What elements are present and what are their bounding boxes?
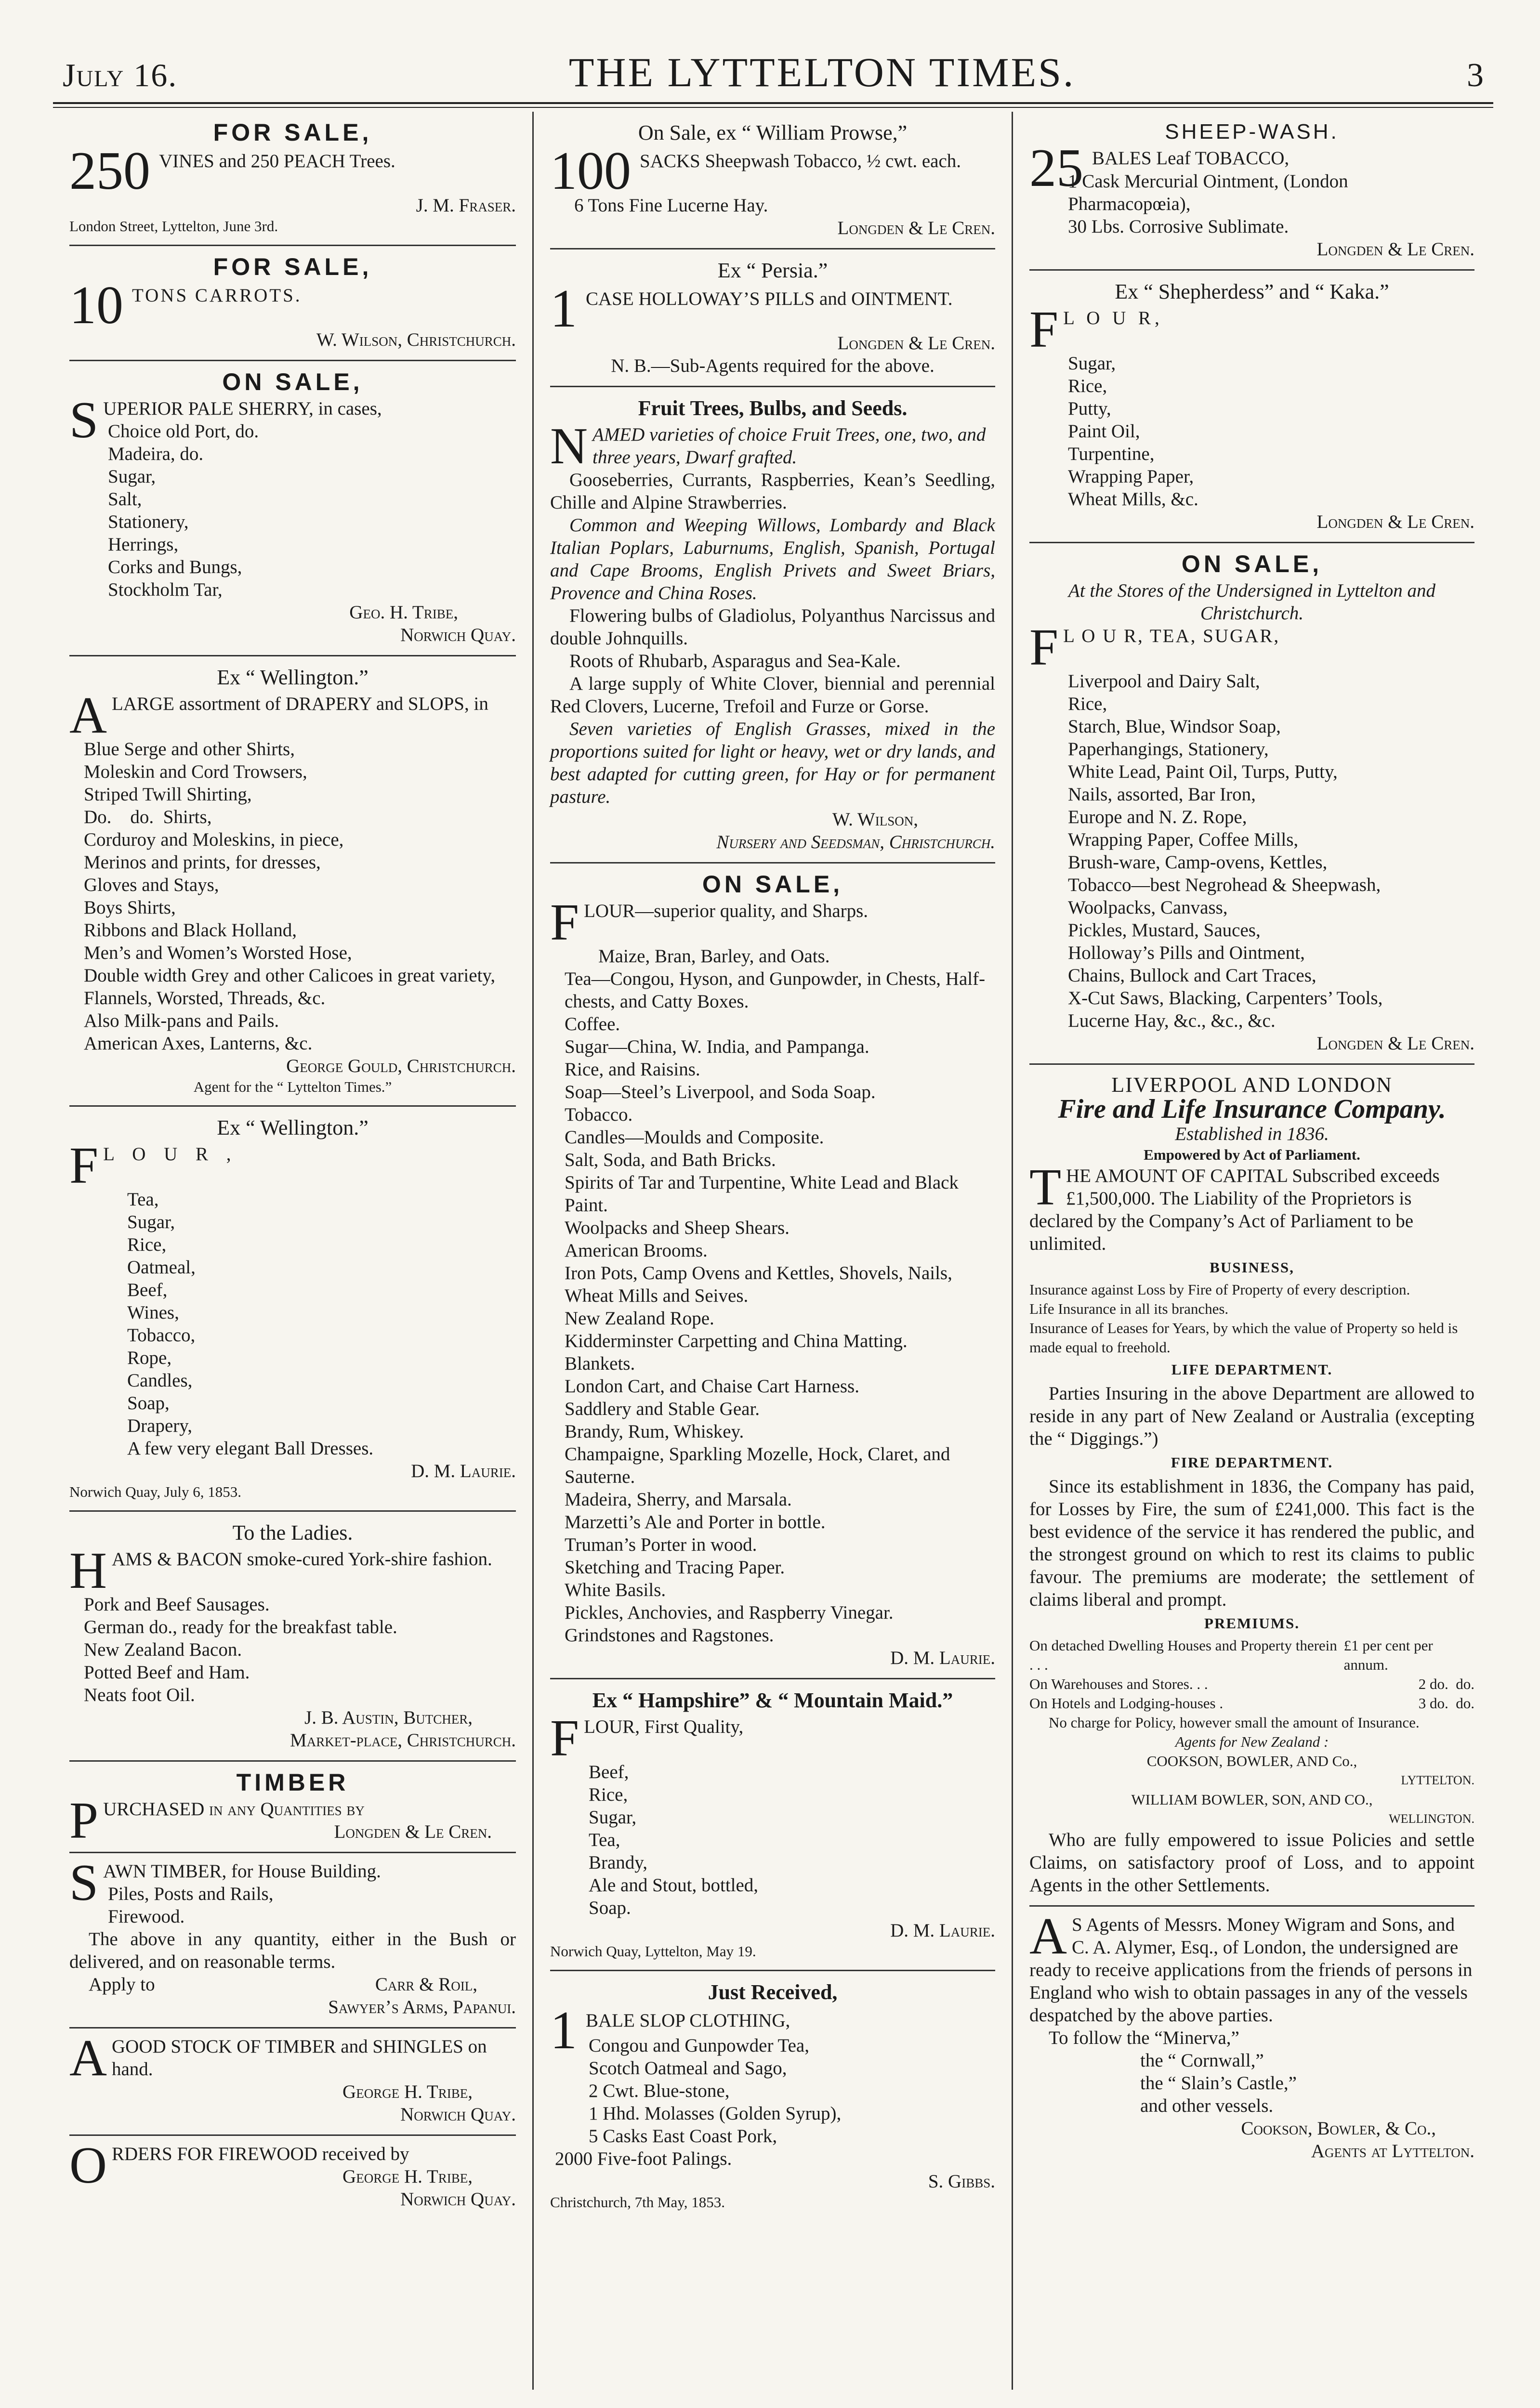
drop-cap: H — [69, 1542, 107, 1599]
agents-heading: Agents for New Zealand : — [1175, 1733, 1329, 1750]
ad-timber — [69, 1762, 516, 1853]
list-item: Corks and Bungs, — [108, 557, 242, 577]
drop-cap: F — [550, 1710, 579, 1767]
ad-flour-wellington — [69, 1107, 516, 1512]
list-item: Brush-ware, Camp-ovens, Kettles, — [1068, 852, 1328, 873]
ad-carrots — [69, 246, 516, 361]
section-heading: BUSINESS, — [1210, 1259, 1294, 1276]
ad-signature-2: Market-place, Christchurch. — [290, 1730, 516, 1751]
ad-lead: UPERIOR PALE SHERRY, in cases, — [103, 398, 382, 419]
list-item: Turpentine, — [1068, 444, 1155, 464]
drop-cap: F — [1029, 619, 1059, 676]
big-number: 25 — [1029, 138, 1083, 198]
list-item: Men’s and Women’s Worsted Hose, — [84, 942, 352, 963]
big-number: 1 — [550, 2001, 577, 2060]
premium-row — [1029, 1636, 1474, 1675]
ad-heading: To the Ladies. — [232, 1521, 353, 1544]
ad-paragraph: Who are fully empowered to issue Policies and settle Claims, on satisfactory proof of Loss, and to appoint Agents in the other Settlements. — [1029, 1830, 1474, 1896]
list-item: Candles—Moulds and Composite. — [565, 1127, 824, 1148]
list-item: Rope, — [127, 1348, 172, 1368]
column-3 — [1012, 112, 1491, 2390]
list-item: German do., ready for the breakfast table. — [84, 1617, 397, 1637]
ad-signature: Geo. H. Tribe, — [349, 602, 458, 623]
list-item: Madeira, do. — [108, 444, 204, 464]
company-name: Fire and Life Insurance Company. — [1058, 1094, 1446, 1124]
premium-label: On detached Dwelling Houses and Property therein . . . — [1029, 1637, 1337, 1673]
drop-cap: P — [69, 1792, 99, 1849]
ship-name: and other vessels. — [1140, 2095, 1274, 2116]
drop-cap: T — [1029, 1159, 1061, 1216]
drop-cap: N — [550, 418, 588, 475]
list-item: Gloves and Stays, — [84, 875, 219, 895]
ad-signature: Cookson, Bowler, & Co., — [1241, 2118, 1436, 2139]
drop-cap: A — [69, 2029, 107, 2087]
list-item: Saddlery and Stable Gear. — [565, 1399, 760, 1419]
list-item: Firewood. — [108, 1906, 185, 1927]
list-item: Stockholm Tar, — [108, 579, 223, 600]
ad-signature: Carr & Roil, — [375, 1974, 477, 1995]
ad-text: VINES and 250 PEACH Trees. — [159, 151, 395, 171]
masthead-rule-thin — [53, 107, 1493, 108]
ad-signature: Longden & Le Cren. — [334, 1821, 492, 1842]
newspaper-title: THE LYTTELTON TIMES. — [568, 49, 1076, 95]
ad-signature: J. M. Fraser. — [416, 195, 516, 216]
ad-paragraph: AMED varieties of choice Fruit Trees, one, two, and three years, Dwarf grafted. — [592, 424, 986, 468]
ad-signature: Longden & Le Cren. — [837, 333, 995, 353]
business-item: Life Insurance in all its branches. — [1029, 1300, 1229, 1317]
ad-lead: AMS & BACON smoke-cured York-shire fashion. — [112, 1549, 492, 1570]
ad-hampshire — [550, 1679, 995, 1971]
premium-label: On Hotels and Lodging-houses . — [1029, 1695, 1224, 1712]
ad-paragraph: Seven varieties of English Grasses, mixed in the proportions suited for light or heavy, wet or dry lands, and best adapted for cutting green, for Hay or for permanent pasture. — [550, 719, 995, 807]
list-item: Madeira, Sherry, and Marsala. — [565, 1489, 792, 1510]
list-item: Corduroy and Moleskins, in piece, — [84, 829, 344, 850]
ad-lead: LOUR—superior quality, and Sharps. — [584, 901, 869, 921]
list-item: 30 Lbs. Corrosive Sublimate. — [1068, 216, 1289, 237]
list-item: Drapery, — [127, 1415, 192, 1436]
ad-heading: Ex “ Persia.” — [717, 259, 828, 282]
list-item: Sugar, — [127, 1212, 175, 1232]
column-2 — [532, 112, 1012, 2390]
list-item: Salt, — [108, 489, 142, 510]
ad-heading: On Sale, ex “ William Prowse,” — [638, 121, 908, 144]
ad-signature: George H. Tribe, — [342, 2081, 473, 2102]
ad-heading: ON SALE, — [222, 368, 363, 395]
ad-text: TONS CARROTS. — [132, 285, 302, 306]
ad-vines — [69, 112, 516, 246]
ad-paragraph: Roots of Rhubarb, Asparagus and Sea-Kale. — [569, 651, 901, 671]
ad-ladies — [69, 1512, 516, 1762]
ad-paragraph: Common and Weeping Willows, Lombardy and Black Italian Poplars, Laburnums, English, Spanish, Portugal and Cape Brooms, English Privets and Sweet Briars, Provence and China Roses. — [550, 515, 995, 603]
ad-heading: LIVERPOOL AND LONDON — [1111, 1073, 1393, 1097]
list-item: Candles, — [127, 1370, 193, 1391]
masthead — [63, 48, 1484, 101]
item-list — [550, 2034, 995, 2170]
ad-heading: Ex “ Hampshire” & “ Mountain Maid.” — [592, 1688, 953, 1712]
ad-signature: J. B. Austin, Butcher, — [304, 1707, 473, 1728]
issue-date: July 16. — [63, 57, 178, 93]
ad-heading: Ex “ Shepherdess” and “ Kaka.” — [1115, 280, 1389, 303]
list-item: Soap. — [589, 1898, 631, 1918]
ad-drapery — [69, 656, 516, 1107]
list-item: Europe and N. Z. Rope, — [1068, 807, 1247, 827]
ship-name: the “ Cornwall,” — [1140, 2050, 1264, 2071]
list-item: Chains, Bullock and Cart Traces, — [1068, 965, 1316, 986]
ad-signature: Longden & Le Cren. — [837, 218, 995, 238]
ad-wigram — [1029, 1907, 1474, 2171]
ad-signature-2: Norwich Quay. — [400, 2189, 516, 2210]
page-number: 3 — [1466, 57, 1484, 94]
list-item: Rice, and Raisins. — [565, 1059, 700, 1080]
ad-signature-2: Norwich Quay. — [400, 625, 516, 645]
list-item: Also Milk-pans and Pails. — [84, 1010, 279, 1031]
list-item: Wheat Mills, &c. — [1068, 489, 1198, 510]
list-item: Nails, assorted, Bar Iron, — [1068, 784, 1256, 805]
list-item: Soap—Steel’s Liverpool, and Soda Soap. — [565, 1082, 876, 1102]
list-item: Rice, — [127, 1234, 167, 1255]
agent-place: WELLINGTON. — [1389, 1812, 1474, 1826]
drop-cap: S — [69, 392, 99, 449]
list-item: Herrings, — [108, 534, 179, 555]
list-item: Paint Oil, — [1068, 421, 1140, 442]
ad-signature-2: Sawyer’s Arms, Papanui. — [328, 1997, 516, 2017]
list-item: Sugar, — [589, 1807, 637, 1828]
item-list — [69, 1593, 516, 1706]
ad-lead: S Agents of Messrs. Money Wigram and Sons, and C. A. Alymer, Esq., of London, the undersigned are ready to receive applications from the friends of persons in England who wish to obtain passages in any of the vessels despatched by the above parties. — [1029, 1914, 1473, 2026]
ad-just-received — [550, 1971, 995, 2221]
list-item: Sugar, — [108, 466, 156, 487]
list-item: Tobacco—best Negrohead & Sheepwash, — [1068, 875, 1381, 895]
item-list — [1029, 670, 1474, 1032]
ad-signature: W. Wilson, Christchurch. — [316, 329, 516, 350]
ad-note: N. B.—Sub-Agents required for the above. — [611, 355, 935, 376]
ad-signature-2: Nursery and Seedsman, Christchurch. — [716, 832, 995, 852]
list-item: Merinos and prints, for dresses, — [84, 852, 321, 873]
list-item: Salt, Soda, and Bath Bricks. — [565, 1150, 776, 1170]
ad-signature-2: Agents at Lyttelton. — [1311, 2141, 1474, 2161]
empowered: Empowered by Act of Parliament. — [1144, 1146, 1360, 1163]
ad-shepherdess — [1029, 271, 1474, 543]
list-item: Marzetti’s Ale and Porter in bottle. — [565, 1512, 826, 1532]
ad-signature: George H. Tribe, — [342, 2166, 473, 2187]
list-item: Rice, — [1068, 694, 1107, 714]
list-item: A few very elegant Ball Dresses. — [127, 1438, 374, 1459]
list-item: Putty, — [1068, 398, 1111, 419]
ad-signature: S. Gibbs. — [928, 2171, 995, 2192]
list-item: Brandy, Rum, Whiskey. — [565, 1421, 744, 1442]
list-item: Spirits of Tar and Turpentine, White Lead and Black Paint. — [565, 1172, 959, 1216]
policy-note: No charge for Policy, however small the amount of Insurance. — [1049, 1714, 1420, 1731]
list-item: Striped Twill Shirting, — [84, 784, 252, 805]
ad-heading: Ex “ Wellington.” — [217, 1116, 369, 1139]
list-item: Tobacco, — [127, 1325, 196, 1346]
ad-lead: L O U R, TEA, SUGAR, — [1063, 626, 1280, 646]
ad-insurance — [1029, 1065, 1474, 1907]
big-number: 10 — [69, 275, 123, 335]
ad-note: Norwich Quay, July 6, 1853. — [69, 1483, 242, 1500]
list-item: Pickles, Mustard, Sauces, — [1068, 920, 1261, 941]
business-item: Insurance against Loss by Fire of Property of every description. — [1029, 1281, 1410, 1298]
list-item: Champaigne, Sparkling Mozelle, Hock, Claret, and Sauterne. — [565, 1444, 950, 1487]
list-item: Liverpool and Dairy Salt, — [1068, 671, 1260, 692]
list-item: Pickles, Anchovies, and Raspberry Vinegar. — [565, 1602, 894, 1623]
drop-cap: F — [1029, 301, 1059, 358]
ad-lead: LOUR, First Quality, — [584, 1716, 744, 1737]
list-item: Choice old Port, do. — [108, 421, 259, 442]
ad-text: BALE SLOP CLOTHING, — [586, 2010, 790, 2031]
drop-cap: O — [69, 2137, 107, 2194]
ad-heading: Just Received, — [708, 1980, 838, 2004]
premium-label: On Warehouses and Stores. . . — [1029, 1675, 1208, 1692]
ship-name: the “ Slain’s Castle,” — [1140, 2073, 1297, 2094]
list-item: Iron Pots, Camp Ovens and Kettles, Shovels, Nails, Wheat Mills and Seives. — [565, 1263, 952, 1306]
item-list — [69, 1883, 516, 1928]
ad-text: BALES Leaf TOBACCO, — [1092, 148, 1290, 169]
item-list — [550, 945, 995, 1647]
ad-lead: HE AMOUNT OF CAPITAL Subscribed exceeds £1,500,000. The Liability of the Proprietors is declared by the Company’s Act of Parliament to be unlimited. — [1029, 1165, 1440, 1254]
ad-body — [69, 275, 516, 335]
ad-signature: D. M. Laurie. — [890, 1920, 995, 1941]
item-list — [69, 1188, 516, 1460]
agent-place: LYTTELTON. — [1401, 1773, 1474, 1787]
ad-extra: 6 Tons Fine Lucerne Hay. — [574, 195, 768, 216]
ad-paragraph: Gooseberries, Currants, Raspberries, Kean’s Seedling, Chille and Alpine Strawberries. — [550, 470, 995, 513]
list-item: Soap, — [127, 1393, 170, 1413]
ad-signature: D. M. Laurie. — [890, 1648, 995, 1668]
ad-lead: LARGE assortment of DRAPERY and SLOPS, in — [112, 694, 488, 714]
premium-value: 3 do. do. — [1418, 1695, 1474, 1712]
list-item: 2 Cwt. Blue-stone, — [589, 2081, 730, 2101]
ad-signature: George Gould, Christchurch. — [286, 1056, 516, 1076]
drop-cap: S — [69, 1854, 99, 1911]
list-item: Beef, — [127, 1280, 168, 1300]
list-item: Blue Serge and other Shirts, — [84, 739, 295, 759]
list-item: Wrapping Paper, — [1068, 466, 1194, 487]
list-item: Brandy, — [589, 1852, 648, 1873]
list-item: Maize, Bran, Barley, and Oats. — [598, 946, 830, 967]
list-item: Rice, — [589, 1784, 628, 1805]
ad-lead: GOOD STOCK OF TIMBER and SHINGLES on hand. — [112, 2036, 487, 2080]
list-item: Piles, Posts and Rails, — [108, 1884, 274, 1904]
list-item: Wrapping Paper, Coffee Mills, — [1068, 829, 1299, 850]
list-item: Congou and Gunpowder Tea, — [589, 2035, 809, 2056]
list-item: Tea, — [589, 1830, 620, 1850]
drop-cap: A — [1029, 1908, 1067, 1965]
ad-text: SACKS Sheepwash Tobacco, ½ cwt. each. — [640, 151, 961, 171]
list-item: Lucerne Hay, &c., &c., &c. — [1068, 1010, 1276, 1031]
list-item: Sketching and Tracing Paper. — [565, 1557, 785, 1578]
section-heading: LIFE DEPARTMENT. — [1171, 1361, 1333, 1378]
list-item: Woolpacks and Sheep Shears. — [565, 1217, 790, 1238]
ad-subheading: At the Stores of the Undersigned in Lyttelton and Christchurch. — [1068, 580, 1436, 624]
columns — [53, 112, 1493, 2390]
list-item: 2000 Five-foot Palings. — [555, 2148, 732, 2169]
list-item: Stationery, — [108, 511, 189, 532]
ad-note: Christchurch, 7th May, 1853. — [550, 2194, 725, 2211]
ad-firewood — [69, 2136, 516, 2219]
drop-cap: A — [69, 687, 107, 744]
ad-heading: Ex “ Wellington.” — [217, 666, 369, 689]
ad-text: The above in any quantity, either in the Bush or delivered, and on reasonable terms. — [69, 1929, 516, 1972]
ad-lead: L O U R , — [103, 1144, 238, 1165]
list-item: Oatmeal, — [127, 1257, 196, 1278]
list-item: Scotch Oatmeal and Sago, — [589, 2058, 787, 2079]
list-item: Kidderminster Carpetting and China Matting. — [565, 1331, 908, 1351]
list-item: Woolpacks, Canvass, — [1068, 897, 1228, 918]
agent-name: COOKSON, BOWLER, AND Co., — [1146, 1753, 1357, 1769]
ad-signature: D. M. Laurie. — [411, 1461, 516, 1481]
premium-value: 2 do. do. — [1418, 1675, 1474, 1692]
ad-text: To follow the “Minerva,” — [1049, 2028, 1239, 2048]
list-item: Flannels, Worsted, Threads, &c. — [84, 988, 326, 1008]
item-list — [69, 420, 516, 601]
list-item: American Axes, Lanterns, &c. — [84, 1033, 313, 1054]
ad-paragraph: A large supply of White Clover, biennial and perennial Red Clovers, Lucerne, Trefoil and Furze or Gorse. — [550, 673, 995, 717]
item-list — [1029, 352, 1474, 510]
agent-note: Agent for the “ Lyttelton Times.” — [193, 1078, 392, 1095]
ad-lead: AWN TIMBER, for House Building. — [103, 1861, 381, 1882]
ad-fruit-trees — [550, 387, 995, 864]
list-item: American Brooms. — [565, 1240, 708, 1261]
agent-name: WILLIAM BOWLER, SON, AND CO., — [1131, 1791, 1373, 1808]
drop-cap: F — [550, 894, 579, 951]
premium-value: £1 per cent per annum. — [1343, 1637, 1433, 1673]
ad-body — [69, 141, 516, 201]
list-item: New Zealand Bacon. — [84, 1639, 242, 1660]
ad-note: Norwich Quay, Lyttelton, May 19. — [550, 1943, 756, 1960]
list-item: Double width Grey and other Calicoes in great variety, — [84, 965, 496, 986]
ad-text: CASE HOLLOWAY’S PILLS and OINTMENT. — [586, 288, 953, 309]
list-item: 1 Hhd. Molasses (Golden Syrup), — [589, 2103, 842, 2124]
big-number: 100 — [550, 141, 631, 201]
list-item: Truman’s Porter in wood. — [565, 1534, 757, 1555]
list-item: Grindstones and Ragstones. — [565, 1625, 774, 1646]
column-1 — [53, 112, 532, 2390]
list-item: Blankets. — [565, 1353, 635, 1374]
ad-william-prowse — [550, 112, 995, 249]
list-item: Sugar—China, W. India, and Pampanga. — [565, 1036, 869, 1057]
list-item: Paperhangings, Stationery, — [1068, 739, 1269, 759]
list-item: Tea—Congou, Hyson, and Gunpowder, in Chests, Half-chests, and Catty Boxes. — [565, 968, 986, 1012]
ad-signature: Longden & Le Cren. — [1316, 239, 1474, 260]
ad-stores — [1029, 543, 1474, 1065]
list-item: New Zealand Rope. — [565, 1308, 714, 1329]
list-item: Boys Shirts, — [84, 897, 176, 918]
list-item: London Cart, and Chaise Cart Harness. — [565, 1376, 859, 1397]
big-number: 250 — [69, 141, 150, 201]
list-item: Coffee. — [565, 1014, 620, 1034]
ad-heading: FOR SALE, — [213, 119, 372, 146]
list-item: Ale and Stout, bottled, — [589, 1875, 759, 1896]
ad-signature: Longden & Le Cren. — [1316, 511, 1474, 532]
ad-paragraph: Flowering bulbs of Gladiolus, Polyanthus Narcissus and double Johnquills. — [550, 605, 995, 649]
list-item: X-Cut Saws, Blacking, Carpenters’ Tools, — [1068, 988, 1383, 1008]
ad-signature-2: Norwich Quay. — [400, 2104, 516, 2125]
item-list — [1029, 170, 1474, 238]
ad-body — [550, 279, 995, 339]
ad-paragraph: Since its establishment in 1836, the Company has paid, for Losses by Fire, the sum of £241,000. This fact is the best evidence of the service it has rendered the public, and the strongest ground on which to rest its claims to public favour. The premiums are moderate; the settlement of claims liberal and prompt. — [1029, 1476, 1474, 1610]
list-item: Beef, — [589, 1762, 629, 1782]
list-item: Tobacco. — [565, 1104, 633, 1125]
ad-persia — [550, 249, 995, 387]
ad-heading: TIMBER — [236, 1769, 349, 1796]
item-list — [69, 738, 516, 1055]
ad-note: London Street, Lyttelton, June 3rd. — [69, 218, 278, 235]
apply-label: Apply to — [89, 1974, 155, 1995]
business-item: Insurance of Leases for Years, by which the value of Property so held is made equal to freehold. — [1029, 1320, 1458, 1356]
item-list — [550, 1761, 995, 1919]
ad-signature: W. Wilson, — [832, 809, 918, 830]
list-item: Potted Beef and Ham. — [84, 1662, 250, 1683]
ad-sawn-timber — [69, 1853, 516, 2028]
ad-lead: L O U R, — [1063, 308, 1163, 328]
ad-sheep-wash — [1029, 112, 1474, 271]
ad-signature: Longden & Le Cren. — [1316, 1033, 1474, 1054]
ad-paragraph: Parties Insuring in the above Department are allowed to reside in any part of New Zealand or Australia (excepting the “ Diggings.”) — [1029, 1383, 1474, 1449]
ad-sherry — [69, 361, 516, 656]
ad-heading: SHEEP-WASH. — [1165, 120, 1339, 144]
ad-on-sale — [550, 864, 995, 1679]
list-item: Sugar, — [1068, 353, 1116, 374]
list-item: White Lead, Paint Oil, Turps, Putty, — [1068, 761, 1338, 782]
list-item: 5 Casks East Coast Pork, — [589, 2126, 777, 2146]
premium-row — [1029, 1694, 1474, 1713]
ad-lead: URCHASED in any Quantities by — [103, 1799, 365, 1819]
ad-body — [550, 141, 995, 201]
list-item: Rice, — [1068, 376, 1107, 396]
ad-lead: RDERS FOR FIREWOOD received by — [112, 2144, 409, 2164]
masthead-rule — [53, 102, 1493, 104]
list-item: 1 Cask Mercurial Ointment, (London Pharmacopœia), — [1068, 171, 1348, 214]
list-item: Ribbons and Black Holland, — [84, 920, 297, 941]
drop-cap: F — [69, 1137, 99, 1194]
list-item: Moleskin and Cord Trowsers, — [84, 761, 307, 782]
list-item: Wines, — [127, 1302, 179, 1323]
ad-heading: ON SALE, — [702, 871, 843, 898]
big-number: 1 — [550, 279, 577, 339]
ad-heading: FOR SALE, — [213, 253, 372, 280]
established: Established in 1836. — [1175, 1124, 1329, 1144]
list-item: Do. do. Shirts, — [84, 807, 212, 827]
premium-row — [1029, 1675, 1474, 1694]
ad-heading: ON SALE, — [1181, 550, 1323, 577]
section-heading: FIRE DEPARTMENT. — [1171, 1454, 1333, 1471]
list-item: Tea, — [127, 1189, 159, 1210]
list-item: Holloway’s Pills and Ointment, — [1068, 942, 1305, 963]
ad-shingles — [69, 2028, 516, 2136]
list-item: Pork and Beef Sausages. — [84, 1594, 270, 1615]
list-item: Neats foot Oil. — [84, 1685, 195, 1705]
ad-heading: Fruit Trees, Bulbs, and Seeds. — [638, 396, 908, 420]
section-heading: PREMIUMS. — [1204, 1615, 1300, 1632]
list-item: Starch, Blue, Windsor Soap, — [1068, 716, 1281, 737]
list-item: White Basils. — [565, 1580, 666, 1600]
